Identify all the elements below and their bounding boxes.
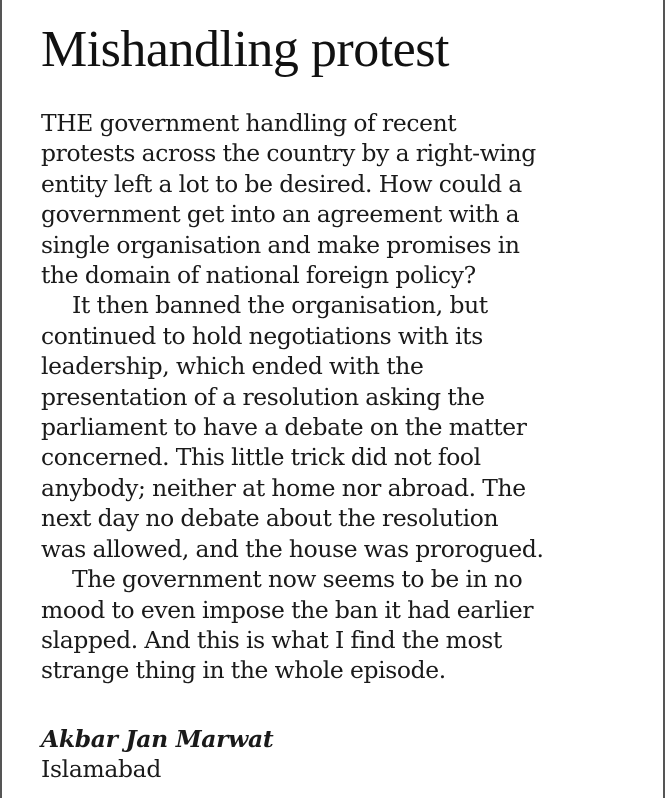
paragraph-2 — [41, 290, 656, 564]
text-line: mood to even impose the ban it had earlier — [41, 595, 534, 624]
text-line: THE government handling of recent — [41, 109, 457, 137]
letter-body — [41, 108, 656, 686]
text-line: slapped. And this is what I find the most — [41, 625, 502, 654]
text-line: the domain of national foreign policy? — [41, 261, 476, 290]
text-line: parliament to have a debate on the matter — [41, 413, 527, 442]
text-line: It then banned the organisation, but — [72, 291, 488, 320]
text-line: strange thing in the whole episode. — [41, 656, 446, 685]
author-location: Islamabad — [41, 754, 161, 783]
author-name: Akbar Jan Marwat — [41, 724, 274, 753]
headline: Mishandling protest — [41, 21, 449, 78]
text-line: concerned. This little trick did not fool — [41, 443, 481, 472]
text-line: The government now seems to be in no — [72, 565, 523, 594]
text-line: presentation of a resolution asking the — [41, 382, 485, 411]
text-line: government get into an agreement with a — [41, 200, 520, 229]
text-line: continued to hold negotiations with its — [41, 321, 483, 350]
letter-article — [41, 20, 656, 784]
text-line: entity left a lot to be desired. How could a — [41, 169, 522, 198]
text-line: next day no debate about the resolution — [41, 504, 499, 533]
text-line: leadership, which ended with the — [41, 352, 424, 381]
paragraph-1 — [41, 108, 656, 290]
text-line: protests across the country by a right-wing — [41, 139, 536, 168]
text-line: anybody; neither at home nor abroad. The — [41, 473, 526, 502]
paragraph-3 — [41, 564, 656, 686]
signature-block — [41, 724, 656, 784]
text-line: single organisation and make promises in — [41, 230, 520, 259]
text-line: was allowed, and the house was prorogued. — [41, 534, 544, 563]
